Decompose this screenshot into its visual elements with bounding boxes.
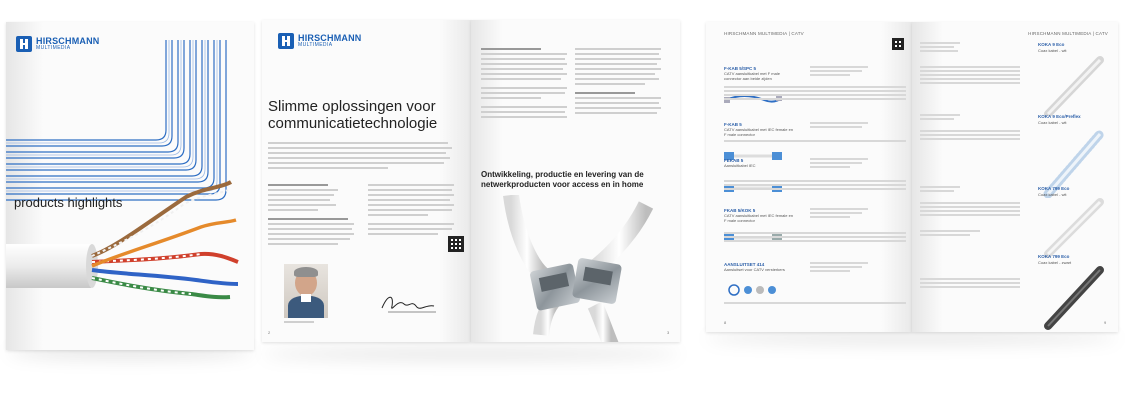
catalog-header-right: HIRSCHMANN MULTIMEDIA | CATV — [1028, 31, 1108, 36]
right-column-text — [368, 184, 456, 238]
coax-cable-product-image — [1038, 56, 1108, 116]
product-description: Coax kabel - wit — [1038, 48, 1067, 53]
page-number-right: 3 — [667, 330, 670, 335]
page-number-left: 2 — [268, 330, 271, 335]
spread1-brand-name: HIRSCHMANN — [298, 33, 362, 43]
coax-cable-product-image — [1038, 198, 1108, 258]
network-cable-image — [6, 22, 254, 350]
ethernet-patch-cables-image — [471, 195, 680, 342]
product-description: Aansluitset voor CATV versterkers — [724, 267, 785, 272]
signature-caption — [284, 321, 314, 323]
connector-set-product-image — [724, 280, 784, 300]
product-item — [724, 122, 906, 137]
brand-name: HIRSCHMANN — [36, 36, 100, 46]
qr-code-icon — [448, 236, 464, 252]
text-column-2 — [575, 48, 663, 117]
product-description: CATV aansluitkabel met IEC female en F male connector — [724, 213, 794, 223]
spread1-right-page — [471, 20, 680, 342]
portrait-photo — [284, 264, 328, 318]
page-number-left: 8 — [724, 320, 727, 325]
signature-image — [378, 290, 438, 320]
intro-text-block — [268, 142, 453, 172]
product-description: Coax kabel - zwart — [1038, 260, 1072, 265]
product-item — [724, 158, 906, 168]
product-name: F-KAB 5 — [724, 122, 742, 127]
product-description: CATV aansluitkabel met IEC female en F male connector — [724, 127, 794, 137]
product-name: AANSLUITSET 414 — [724, 262, 765, 267]
product-description: CATV aansluitkabel met F male connector aan beide zijden — [724, 71, 780, 81]
spread1-brand-sub: MULTIMEDIA — [298, 42, 333, 48]
spread1-left-page — [262, 20, 471, 342]
brand-sub: MULTIMEDIA — [36, 45, 71, 51]
product-item — [724, 262, 906, 272]
product-name: KOKA 799 Eco — [1038, 186, 1070, 191]
product-item — [724, 208, 906, 223]
product-name: FKAB 5/KOK 5 — [724, 208, 756, 213]
product-name: F-KAB 5/SPC 5 — [724, 66, 757, 71]
product-name: KOKA 799 Eco — [1038, 254, 1070, 259]
spread1-brand-logo — [278, 33, 362, 49]
product-description: Coax kabel - wit — [1038, 192, 1067, 197]
product-name: FEKAB 5 — [724, 158, 744, 163]
spread1-subheading: Ontwikkeling, productie en levering van de netwerkproducten voor access en in home — [481, 170, 644, 189]
text-column-1 — [481, 48, 569, 121]
left-column-text — [268, 184, 356, 248]
product-item — [724, 66, 906, 81]
product-name: KOKA 9 Eco/Preflex — [1038, 114, 1081, 119]
qr-code-icon — [892, 38, 904, 50]
coax-cable-black-product-image — [1038, 266, 1108, 330]
spread2-right-page — [912, 22, 1118, 332]
brochure-cover — [6, 22, 254, 350]
product-description: Coax kabel - wit — [1038, 120, 1067, 125]
product-description: Aansluitkabel IEC — [724, 163, 756, 168]
spread2-left-page — [706, 22, 912, 332]
catalog-header-left: HIRSCHMANN MULTIMEDIA | CATV — [724, 31, 804, 36]
cover-title: products highlights — [14, 195, 123, 210]
hirschmann-logo-icon — [278, 33, 294, 49]
product-name: KOKA 9 Eco — [1038, 42, 1065, 47]
spread1-headline: Slimme oplossingen voor communicatietechnologie — [268, 98, 438, 132]
page-number-right: 9 — [1104, 320, 1107, 325]
